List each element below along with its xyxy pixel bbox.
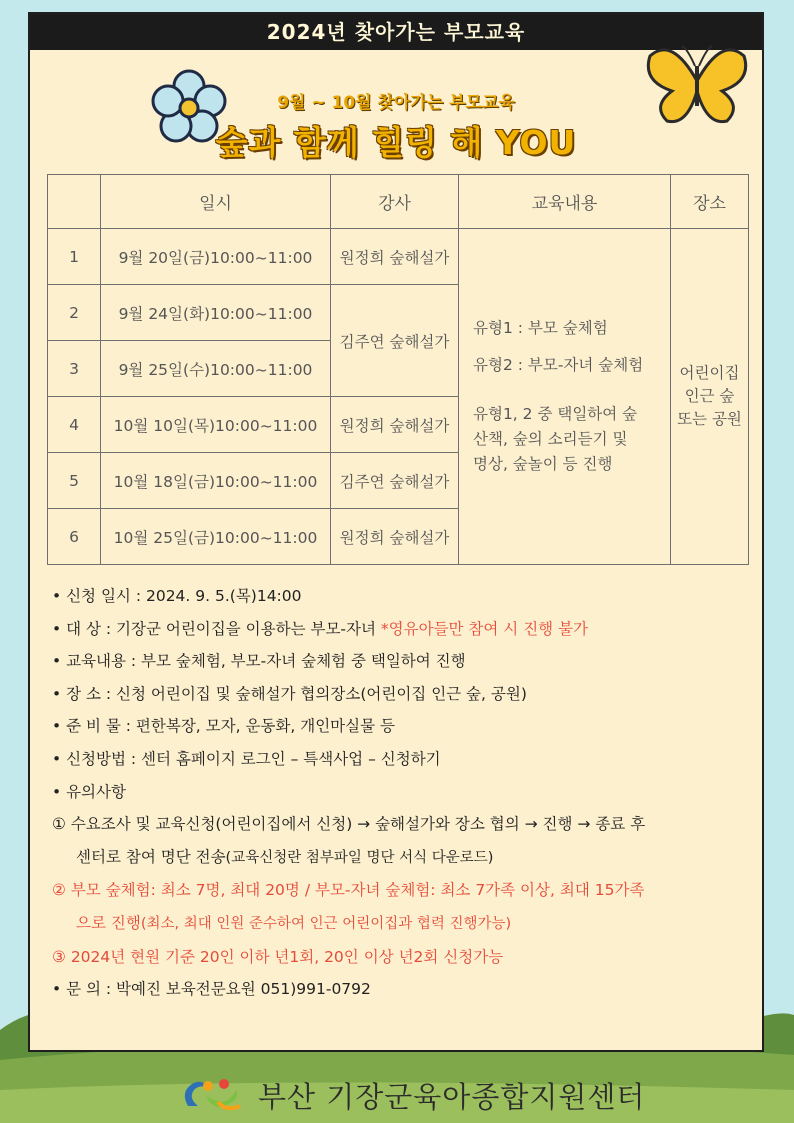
row-date: 10월 25일(금)10:00~11:00 — [101, 509, 331, 565]
content-line-3: 유형1, 2 중 택일하여 숲 — [473, 405, 638, 423]
row-instructor: 김주연 숲해설가 — [331, 285, 459, 397]
info-section — [52, 580, 752, 1006]
content-line-4: 산책, 숲의 소리듣기 및 — [473, 430, 628, 448]
header-cell-date: 일시 — [101, 175, 331, 229]
note-1b — [52, 841, 752, 875]
apply-date: • 신청 일시 : 2024. 9. 5.(목)14:00 — [52, 587, 302, 605]
row-number: 3 — [48, 341, 101, 397]
row-number: 4 — [48, 397, 101, 453]
footer-logo — [178, 1072, 645, 1118]
org-name: 부산 기장군육아종합지원센터 — [258, 1079, 646, 1114]
row-date: 10월 18일(금)10:00~11:00 — [101, 453, 331, 509]
row-number: 1 — [48, 229, 101, 285]
row-date: 10월 10일(목)10:00~11:00 — [101, 397, 331, 453]
place-line-2: 인근 숲 — [684, 387, 735, 405]
header-cell-place: 장소 — [671, 175, 749, 229]
header-cell-content: 교육내용 — [459, 175, 671, 229]
row-instructor: 원정희 숲해설가 — [331, 509, 459, 565]
table-header-row — [48, 175, 749, 229]
target-text: • 대 상 : 기장군 어린이집을 이용하는 부모-자녀 — [52, 619, 381, 638]
note-2b-small: (최소, 최대 인원 준수하여 인근 어린이집과 협력 진행가능) — [140, 915, 512, 932]
table-row — [48, 229, 749, 285]
note-3: ③ 2024년 현원 기준 20인 이하 년1회, 20인 이상 년2회 신청가능 — [52, 947, 504, 966]
note-1b-small: (교육신청란 첨부파일 명단 서식 다운로드) — [225, 849, 494, 866]
note-2a: ② 부모 숲체험: 최소 7명, 최대 20명 / 부모-자녀 숲체험: 최소 7가족 이상, 최대 15가족 — [52, 881, 645, 900]
row-date: 9월 24일(화)10:00~11:00 — [101, 285, 331, 341]
header-cell-instructor: 강사 — [331, 175, 459, 229]
row-instructor: 원정희 숲해설가 — [331, 229, 459, 285]
row-instructor: 원정희 숲해설가 — [331, 397, 459, 453]
hero-subtitle: 9월 ~ 10월 찾아가는 부모교육 — [277, 93, 515, 113]
header-cell-number — [48, 175, 101, 229]
target-line — [52, 613, 752, 646]
place-cell — [671, 229, 749, 565]
place-line-1: 어린이집 — [679, 364, 740, 382]
method-line: • 신청방법 : 센터 홈페이지 로그인 – 특색사업 – 신청하기 — [52, 749, 441, 768]
note-1b-main: 센터로 참여 명단 전송 — [76, 847, 226, 866]
content-line-5: 명상, 숲놀이 등 진행 — [473, 455, 613, 473]
target-note: *영유아들만 참여 시 진행 불가 — [380, 619, 589, 638]
supplies-line: • 준 비 물 : 편한복장, 모자, 운동화, 개인마실물 등 — [52, 717, 396, 736]
note-1a: ① 수요조사 및 교육신청(어린이집에서 신청) → 숲해설가와 장소 협의 → 진행 → 종료 후 — [52, 815, 646, 834]
row-number: 2 — [48, 285, 101, 341]
place-line: • 장 소 : 신청 어린이집 및 숲해설가 협의장소(어린이집 인근 숲, 공원) — [52, 684, 527, 703]
notes-title: • 유의사항 — [52, 782, 126, 801]
hero-title: 숲과 함께 힐링 해 YOU — [215, 123, 577, 162]
row-number: 5 — [48, 453, 101, 509]
row-date: 9월 20일(금)10:00~11:00 — [101, 229, 331, 285]
note-2b-main: 으로 진행 — [76, 913, 141, 932]
content-line-2: 유형2 : 부모-자녀 숲체험 — [473, 356, 644, 374]
header-banner: 2024년 찾아가는 부모교육 — [30, 14, 762, 50]
row-date: 9월 25일(수)10:00~11:00 — [101, 341, 331, 397]
content-cell — [459, 229, 671, 565]
schedule-table — [47, 174, 749, 565]
row-instructor: 김주연 숲해설가 — [331, 453, 459, 509]
contact-line: • 문 의 : 박예진 보육전문요원 051)991-0792 — [52, 980, 371, 999]
org-logo-icon — [178, 1072, 248, 1118]
row-number: 6 — [48, 509, 101, 565]
content-line: • 교육내용 : 부모 숲체험, 부모-자녀 숲체험 중 택일하여 진행 — [52, 652, 466, 671]
note-2b — [52, 907, 752, 941]
place-line-3: 또는 공원 — [677, 410, 742, 428]
poster-card — [28, 12, 764, 1052]
content-line-1: 유형1 : 부모 숲체험 — [473, 319, 608, 337]
